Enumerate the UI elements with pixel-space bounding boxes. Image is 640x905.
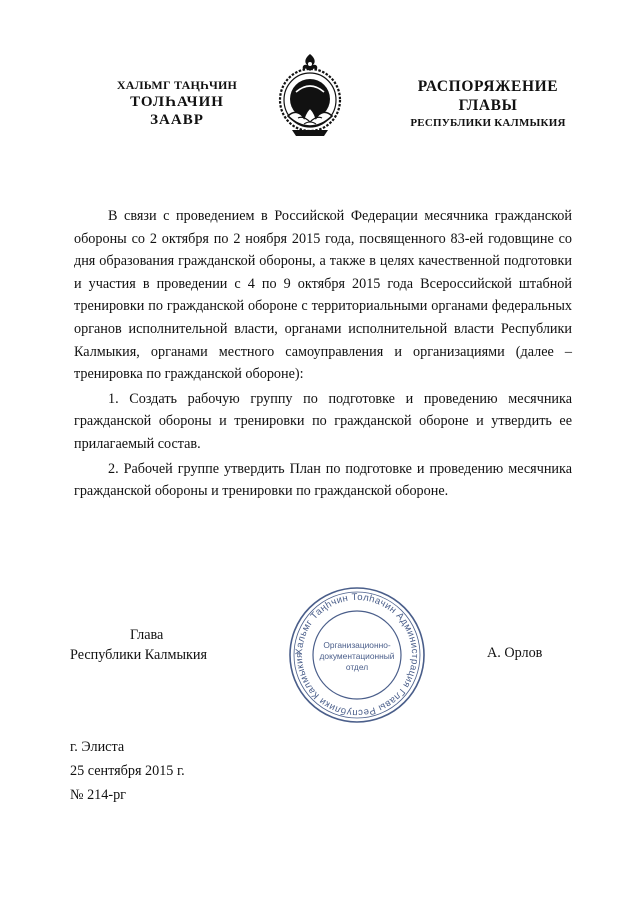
order-item-1: 1. Создать рабочую группу по подготовке и проведению месячника гражданской обороны и тренировки по гражданской обороне и утвердить ее прилагаемый состав. [74,390,572,452]
order-item-2: 2. Рабочей группе утвердить План по подготовке и проведению месячника гражданской обороны и тренировки по гражданской обороне. [74,460,572,500]
stamp-center-line1: Организационно- [323,640,391,650]
header-russian-line3: РЕСПУБЛИКИ КАЛМЫКИЯ [410,117,566,130]
stamp-center-line2: документационный [319,651,395,661]
header-kalmyk-line3: ЗААВР [150,112,204,129]
header-kalmyk-title [112,78,242,129]
stamp-center-line3: отдел [345,662,369,672]
intro-paragraph: В связи с проведением в Российской Федерации месячника гражданской обороны со 2 октября по 2 ноября 2015 года, посвященного 83-ей годовщине со дня образования гражданской обороны, а также в целях качественной подготовки и участия в проведении с 4 по 9 октября 2015 года Всероссийской штабной тренировки по гражданской обороне с территориальными органами федеральных органов исполнительной власти, органами исполнительной власти Республики Калмыкия, органами местного самоуправления и организациями (далее – тренировка по гражданской обороне): [74,208,572,383]
header-kalmyk-line2: ТОЛҺАЧИН [130,94,224,111]
document-number: № 214-рг [70,787,127,803]
kalmykia-coat-of-arms-icon [274,52,346,140]
header-russian-line2: ГЛАВЫ [458,96,518,114]
signatory-title [70,625,250,665]
header-kalmyk-line1: ХАЛЬМГ ТАҢҺЧИН [116,78,238,92]
document-body [74,205,572,503]
signatory-name: А. Орлов [487,645,543,661]
signatory-title-line1: Глава [130,627,164,643]
issue-date: 25 сентября 2015 г. [70,763,185,779]
header-russian-title [402,78,574,130]
header-russian-line1: РАСПОРЯЖЕНИЕ [417,78,559,95]
official-stamp-icon [286,584,428,726]
signatory-title-line2: Республики Калмыкия [70,647,208,663]
issue-city: г. Элиста [70,739,125,755]
document-footer [70,735,185,807]
stamp-ring-text: Хальмг Таңһчин Толһачин Администрация Главы Республики Калмыкия [293,591,421,719]
